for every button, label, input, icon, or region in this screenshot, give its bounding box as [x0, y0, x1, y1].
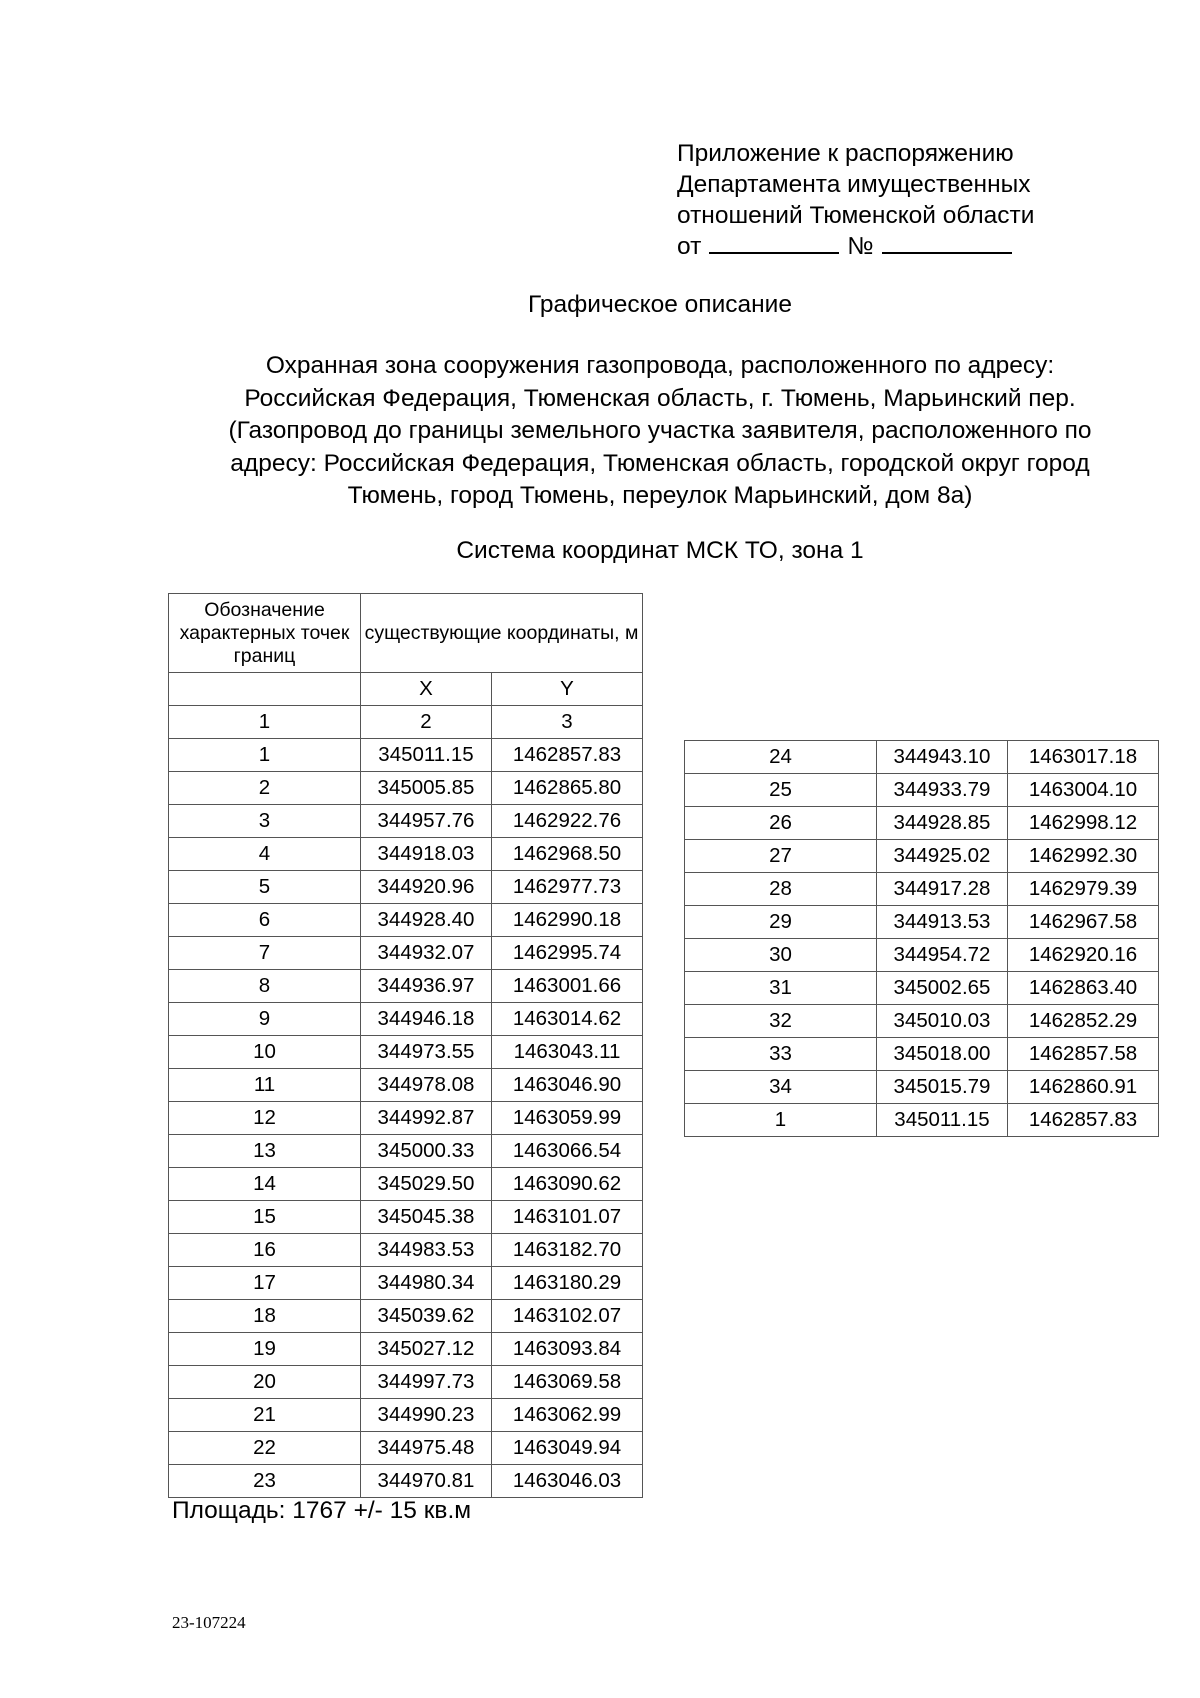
table-axis-row: [169, 673, 643, 706]
point-number: 1: [685, 1104, 877, 1137]
point-number: 9: [169, 1003, 361, 1036]
table-row: [685, 972, 1159, 1005]
y-coordinate: 1463090.62: [492, 1168, 643, 1201]
point-number: 23: [169, 1465, 361, 1498]
y-coordinate: 1463180.29: [492, 1267, 643, 1300]
point-number: 10: [169, 1036, 361, 1069]
y-coordinate: 1463062.99: [492, 1399, 643, 1432]
point-number: 2: [169, 772, 361, 805]
x-coordinate: 345015.79: [877, 1071, 1008, 1104]
table-row: [169, 1036, 643, 1069]
y-coordinate: 1463004.10: [1008, 774, 1159, 807]
point-number: 8: [169, 970, 361, 1003]
y-coordinate: 1462977.73: [492, 871, 643, 904]
document-title: Графическое описание: [528, 291, 792, 318]
y-coordinate: 1463046.03: [492, 1465, 643, 1498]
header-existing-coordinates: существующие координаты, м: [361, 594, 643, 673]
table-row: [169, 1366, 643, 1399]
table-row: [169, 1102, 643, 1135]
area-value: Площадь: 1767 +/- 15 кв.м: [172, 1497, 472, 1524]
table-row: [169, 739, 643, 772]
table-row: [169, 772, 643, 805]
coordinates-table-left: [168, 593, 643, 1498]
table-row: [169, 838, 643, 871]
table-row: [685, 906, 1159, 939]
x-coordinate: 344925.02: [877, 840, 1008, 873]
table-row: [685, 741, 1159, 774]
point-number: 24: [685, 741, 877, 774]
description-line-4: адресу: Российская Федерация, Тюменская область, городской округ город: [230, 449, 1090, 477]
y-coordinate: 1462998.12: [1008, 807, 1159, 840]
table-column-number-row: [169, 706, 643, 739]
number-blank: [882, 232, 1012, 254]
annex-line-3: отношений Тюменской области: [677, 202, 1035, 229]
y-coordinate: 1462920.16: [1008, 939, 1159, 972]
point-number: 16: [169, 1234, 361, 1267]
x-coordinate: 344957.76: [361, 805, 492, 838]
y-coordinate: 1462990.18: [492, 904, 643, 937]
point-number: 34: [685, 1071, 877, 1104]
table-row: [169, 871, 643, 904]
y-coordinate: 1463059.99: [492, 1102, 643, 1135]
point-number: 25: [685, 774, 877, 807]
x-coordinate: 345010.03: [877, 1005, 1008, 1038]
table-row: [169, 1399, 643, 1432]
x-coordinate: 344954.72: [877, 939, 1008, 972]
table-header-row: [169, 594, 643, 673]
table-row: [169, 1003, 643, 1036]
annex-line-2: Департамента имущественных: [677, 171, 1031, 198]
point-number: 1: [169, 739, 361, 772]
x-coordinate: 344920.96: [361, 871, 492, 904]
y-coordinate: 1463001.66: [492, 970, 643, 1003]
header-y: Y: [492, 673, 643, 706]
point-number: 3: [169, 805, 361, 838]
x-coordinate: 344933.79: [877, 774, 1008, 807]
y-coordinate: 1463049.94: [492, 1432, 643, 1465]
annex-date-number-line: [677, 231, 1034, 262]
column-number-3: 3: [492, 706, 643, 739]
table-row: [169, 937, 643, 970]
y-coordinate: 1462979.39: [1008, 873, 1159, 906]
header-x: X: [361, 673, 492, 706]
from-label: от: [677, 233, 702, 260]
x-coordinate: 344928.40: [361, 904, 492, 937]
table-row: [169, 970, 643, 1003]
table-row: [169, 1069, 643, 1102]
x-coordinate: 344936.97: [361, 970, 492, 1003]
point-number: 12: [169, 1102, 361, 1135]
column-number-1: 1: [169, 706, 361, 739]
point-number: 4: [169, 838, 361, 871]
y-coordinate: 1462852.29: [1008, 1005, 1159, 1038]
point-number: 5: [169, 871, 361, 904]
x-coordinate: 344992.87: [361, 1102, 492, 1135]
table-row: [685, 840, 1159, 873]
table-row: [685, 807, 1159, 840]
x-coordinate: 345045.38: [361, 1201, 492, 1234]
x-coordinate: 345011.15: [361, 739, 492, 772]
y-coordinate: 1463101.07: [492, 1201, 643, 1234]
table-row: [169, 1267, 643, 1300]
point-number: 26: [685, 807, 877, 840]
point-number: 29: [685, 906, 877, 939]
table-row: [685, 1038, 1159, 1071]
point-number: 14: [169, 1168, 361, 1201]
x-coordinate: 344973.55: [361, 1036, 492, 1069]
document-number: 23-107224: [172, 1613, 246, 1632]
x-coordinate: 344980.34: [361, 1267, 492, 1300]
header-empty-cell: [169, 673, 361, 706]
point-number: 32: [685, 1005, 877, 1038]
number-label: №: [847, 233, 874, 260]
x-coordinate: 344917.28: [877, 873, 1008, 906]
y-coordinate: 1462968.50: [492, 838, 643, 871]
table-row: [169, 1234, 643, 1267]
y-coordinate: 1463014.62: [492, 1003, 643, 1036]
y-coordinate: 1462857.83: [1008, 1104, 1159, 1137]
table-row: [169, 1432, 643, 1465]
point-number: 22: [169, 1432, 361, 1465]
table-row: [169, 1300, 643, 1333]
table-row: [169, 805, 643, 838]
table-row: [685, 1071, 1159, 1104]
x-coordinate: 345005.85: [361, 772, 492, 805]
y-coordinate: 1462857.58: [1008, 1038, 1159, 1071]
description-line-1: Охранная зона сооружения газопровода, расположенного по адресу:: [265, 352, 1055, 379]
y-coordinate: 1462995.74: [492, 937, 643, 970]
x-coordinate: 344970.81: [361, 1465, 492, 1498]
table-row: [169, 1201, 643, 1234]
description-line-3: (Газопровод до границы земельного участка заявителя, расположенного по: [228, 417, 1092, 444]
point-number: 21: [169, 1399, 361, 1432]
y-coordinate: 1463093.84: [492, 1333, 643, 1366]
header-point-designation: Обозначение характерных точек границ: [169, 594, 361, 673]
x-coordinate: 345002.65: [877, 972, 1008, 1005]
x-coordinate: 345000.33: [361, 1135, 492, 1168]
point-number: 13: [169, 1135, 361, 1168]
x-coordinate: 345029.50: [361, 1168, 492, 1201]
y-coordinate: 1463182.70: [492, 1234, 643, 1267]
x-coordinate: 345011.15: [877, 1104, 1008, 1137]
coordinate-system-label: Система координат МСК ТО, зона 1: [456, 537, 864, 564]
x-coordinate: 344913.53: [877, 906, 1008, 939]
point-number: 31: [685, 972, 877, 1005]
table-row: [685, 1104, 1159, 1137]
x-coordinate: 344943.10: [877, 741, 1008, 774]
column-number-2: 2: [361, 706, 492, 739]
x-coordinate: 344978.08: [361, 1069, 492, 1102]
table-row: [685, 774, 1159, 807]
point-number: 11: [169, 1069, 361, 1102]
point-number: 17: [169, 1267, 361, 1300]
x-coordinate: 344918.03: [361, 838, 492, 871]
date-blank: [709, 232, 839, 254]
table-row: [169, 1333, 643, 1366]
y-coordinate: 1463017.18: [1008, 741, 1159, 774]
annex-header: [677, 138, 1034, 262]
x-coordinate: 344990.23: [361, 1399, 492, 1432]
x-coordinate: 344932.07: [361, 937, 492, 970]
x-coordinate: 344975.48: [361, 1432, 492, 1465]
y-coordinate: 1462967.58: [1008, 906, 1159, 939]
object-description: [150, 350, 1170, 513]
x-coordinate: 345039.62: [361, 1300, 492, 1333]
x-coordinate: 344983.53: [361, 1234, 492, 1267]
x-coordinate: 344928.85: [877, 807, 1008, 840]
table-row: [169, 1168, 643, 1201]
x-coordinate: 345027.12: [361, 1333, 492, 1366]
y-coordinate: 1462860.91: [1008, 1071, 1159, 1104]
point-number: 30: [685, 939, 877, 972]
y-coordinate: 1462922.76: [492, 805, 643, 838]
coordinates-table-right: [684, 740, 1159, 1137]
y-coordinate: 1462857.83: [492, 739, 643, 772]
point-number: 18: [169, 1300, 361, 1333]
table-row: [685, 873, 1159, 906]
point-number: 33: [685, 1038, 877, 1071]
table-row: [685, 1005, 1159, 1038]
x-coordinate: 344997.73: [361, 1366, 492, 1399]
y-coordinate: 1462863.40: [1008, 972, 1159, 1005]
y-coordinate: 1463046.90: [492, 1069, 643, 1102]
point-number: 15: [169, 1201, 361, 1234]
table-row: [169, 1135, 643, 1168]
point-number: 7: [169, 937, 361, 970]
description-line-2: Российская Федерация, Тюменская область, г. Тюмень, Марьинский пер.: [244, 384, 1076, 412]
point-number: 28: [685, 873, 877, 906]
annex-line-1: Приложение к распоряжению: [677, 140, 1014, 167]
description-line-5: Тюмень, город Тюмень, переулок Марьинский, дом 8а): [347, 482, 973, 509]
y-coordinate: 1462992.30: [1008, 840, 1159, 873]
y-coordinate: 1463043.11: [492, 1036, 643, 1069]
point-number: 6: [169, 904, 361, 937]
point-number: 19: [169, 1333, 361, 1366]
y-coordinate: 1463102.07: [492, 1300, 643, 1333]
table-row: [169, 1465, 643, 1498]
table-row: [685, 939, 1159, 972]
y-coordinate: 1463069.58: [492, 1366, 643, 1399]
point-number: 27: [685, 840, 877, 873]
x-coordinate: 344946.18: [361, 1003, 492, 1036]
y-coordinate: 1462865.80: [492, 772, 643, 805]
x-coordinate: 345018.00: [877, 1038, 1008, 1071]
table-row: [169, 904, 643, 937]
point-number: 20: [169, 1366, 361, 1399]
y-coordinate: 1463066.54: [492, 1135, 643, 1168]
